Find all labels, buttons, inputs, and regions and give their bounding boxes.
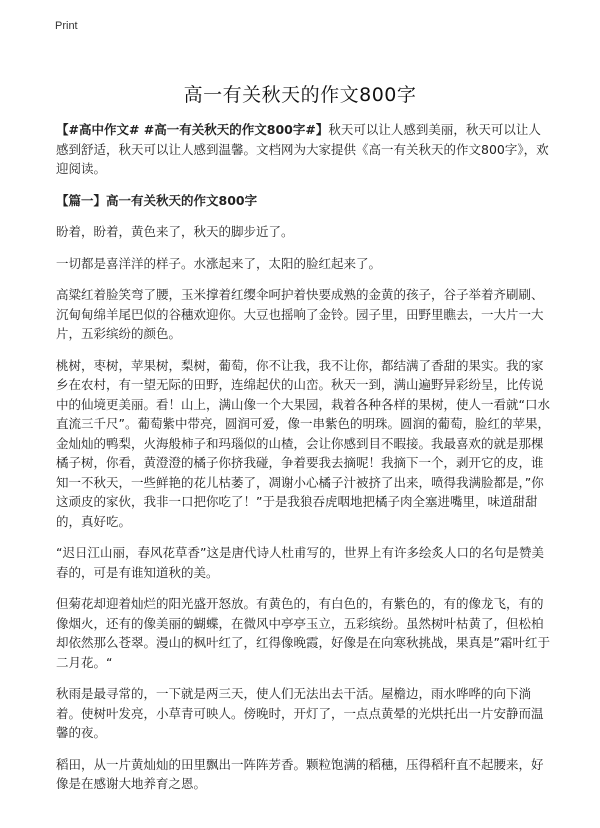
body-paragraph: 但菊花却迎着灿烂的阳光盛开怒放。有黄色的，有白色的，有紫色的，有的像龙飞，有的像烟火，还有的像美丽的蝴蝶，在微风中亭亭玉立，五彩缤纷。虽然树叶枯黄了，但松柏却依然那么苍翠。漫山的枫叶红了，红得像晚霞，好像是在向寒秋挑战，果真是”霜叶红于二月花。“ [56, 596, 550, 670]
print-link[interactable]: Print [55, 20, 78, 32]
intro-paragraph [56, 120, 552, 179]
document-title: 高一有关秋天的作文800字 [183, 84, 417, 106]
body-paragraph: 秋雨是最寻常的，一下就是两三天，使人们无法出去干活。屋檐边，雨水哗哗的向下淌着。使树叶发亮，小草青可映人。傍晚时，开灯了，一点点黄晕的光烘托出一片安静而温馨的夜。 [56, 686, 544, 740]
body-paragraph: 高粱红着脸笑弯了腰，玉米撑着红缨伞呵护着快要成熟的金黄的孩子，谷子举着齐刷刷、沉甸甸绵羊尾巴似的谷穗欢迎你。大豆也摇响了金铃。园子里，田野里瞧去，一大片一大片，五彩缤纷的颜色。 [56, 287, 544, 341]
body-paragraph: “迟日江山丽，春风花草香”这是唐代诗人杜甫写的，世界上有许多绘炙人口的名句是赞美春的，可是有谁知道秋的美。 [56, 545, 544, 580]
intro-tag: 【#高中作文# #高一有关秋天的作文800字#】 [56, 122, 329, 137]
body-paragraph: 一切都是喜洋洋的样子。水涨起来了，太阳的脸红起来了。 [56, 255, 382, 271]
document-body [56, 120, 552, 806]
intro-text: 秋天可以让人感到美丽，秋天可以让人感到舒适，秋天可以让人感到温馨。文档网为大家提供《高一有关秋天的作文800字》，欢迎阅读。 [56, 122, 549, 176]
section-heading: 【篇一】高一有关秋天的作文800字 [56, 192, 258, 208]
body-paragraph: 稻田，从一片黄灿灿的田里飘出一阵阵芳香。颗粒饱满的稻穗，压得稻秆直不起腰来，好像是在感谢大地养育之恩。 [56, 756, 544, 791]
body-paragraph: 桃树，枣树，苹果树，梨树，葡萄，你不让我，我不让你，都结满了香甜的果实。我的家乡在农村，有一望无际的田野，连绵起伏的山峦。秋天一到，满山遍野异彩纷呈，比传说中的仙境更美丽。看！山上，满山像一个大果园，栽着各种各样的果树，使人一看就“口水直流三千尺”。葡萄紫中带亮，圆润可爱，像一串紫色的明珠。圆润的葡萄，脸红的苹果，金灿灿的鸭梨，火海般柿子和玛瑙似的山楂，会让你感到目不暇接。我最喜欢的就是那棵橘子树，你看，黄澄澄的橘子你挤我碰，争着要我去摘呢！我摘下一个，剥开它的皮，谁知一不秋天，一些鲜艳的花儿枯萎了，凋谢小心橘子汁被挤了出来，喷得我满脸都是，”你这顽皮的家伙，我非一口把你吃了！”于是我狼吞虎咽地把橘子肉全塞进嘴里，味道甜甜的，真好吃。 [56, 357, 550, 529]
body-paragraph: 盼着，盼着，黄色来了，秋天的脚步近了。 [56, 224, 294, 239]
